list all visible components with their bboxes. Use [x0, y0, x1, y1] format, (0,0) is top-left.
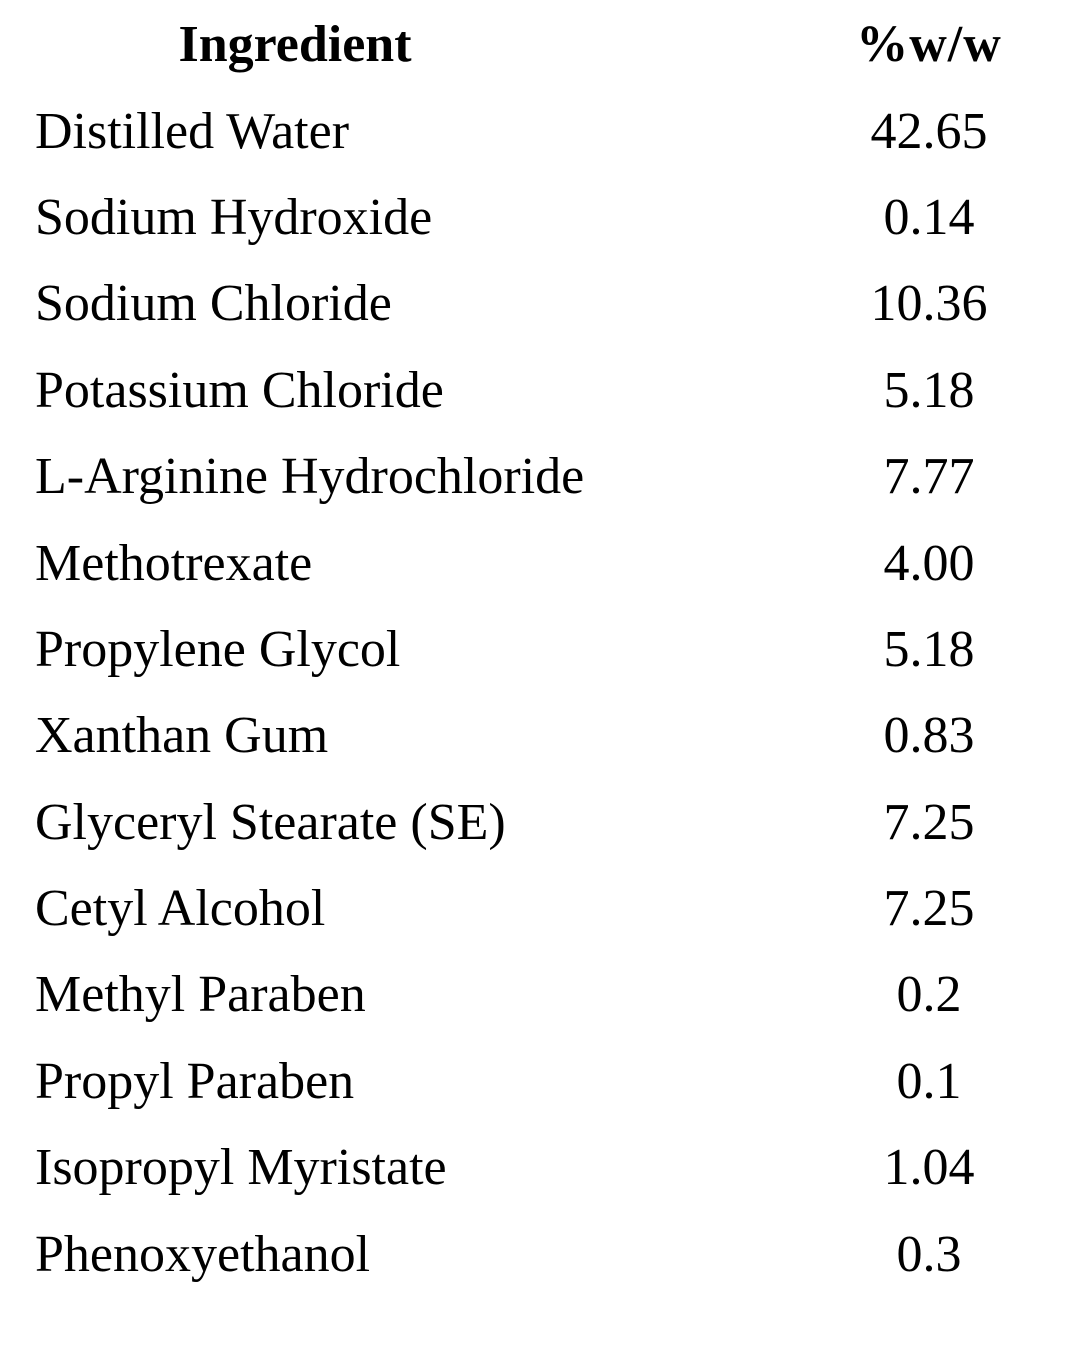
percent-cell: 5.18 — [883, 361, 975, 419]
percent-cell: 0.3 — [896, 1225, 962, 1283]
ingredient-cell: Distilled Water — [35, 102, 350, 160]
percent-cell: 10.36 — [870, 275, 988, 333]
percent-cell: 0.83 — [883, 707, 975, 765]
percent-cell: 7.25 — [883, 793, 975, 851]
percent-cell: 7.25 — [883, 880, 975, 938]
percent-cell: 4.00 — [883, 534, 975, 592]
ingredient-cell: L-Arginine Hydrochloride — [35, 448, 585, 506]
percent-cell: 0.1 — [896, 1052, 962, 1110]
table-row — [0, 261, 1069, 347]
ingredient-column-header: Ingredient — [178, 16, 412, 74]
table-row — [0, 952, 1069, 1038]
table-row — [0, 780, 1069, 866]
table-row — [0, 434, 1069, 520]
table-row — [0, 348, 1069, 434]
table-row — [0, 88, 1069, 174]
ingredient-cell: Sodium Hydroxide — [35, 188, 433, 246]
table-row — [0, 520, 1069, 606]
table-row — [0, 175, 1069, 261]
ingredient-cell: Methyl Paraben — [35, 966, 366, 1024]
percent-cell: 0.2 — [896, 966, 962, 1024]
ingredient-cell: Methotrexate — [35, 534, 313, 592]
table-row — [0, 607, 1069, 693]
ingredient-cell: Propyl Paraben — [35, 1052, 355, 1110]
table-header-row — [0, 2, 1069, 88]
ingredient-cell: Phenoxyethanol — [35, 1225, 371, 1283]
percent-cell: 42.65 — [870, 102, 988, 160]
ingredient-cell: Glyceryl Stearate (SE) — [35, 793, 506, 851]
ingredient-cell: Sodium Chloride — [35, 275, 392, 333]
table-row — [0, 866, 1069, 952]
ingredient-cell: Propylene Glycol — [35, 620, 401, 678]
percent-cell: 7.77 — [883, 448, 975, 506]
table-row — [0, 1039, 1069, 1125]
table-row — [0, 693, 1069, 779]
percent-column-header: %w/w — [856, 16, 1002, 74]
table-row — [0, 1125, 1069, 1211]
ingredient-cell: Isopropyl Myristate — [35, 1139, 447, 1197]
percent-cell: 1.04 — [883, 1139, 975, 1197]
percent-cell: 5.18 — [883, 620, 975, 678]
ingredient-cell: Potassium Chloride — [35, 361, 444, 419]
table-row — [0, 1211, 1069, 1297]
percent-cell: 0.14 — [883, 188, 975, 246]
ingredient-cell: Cetyl Alcohol — [35, 880, 326, 938]
ingredient-cell: Xanthan Gum — [35, 707, 329, 765]
